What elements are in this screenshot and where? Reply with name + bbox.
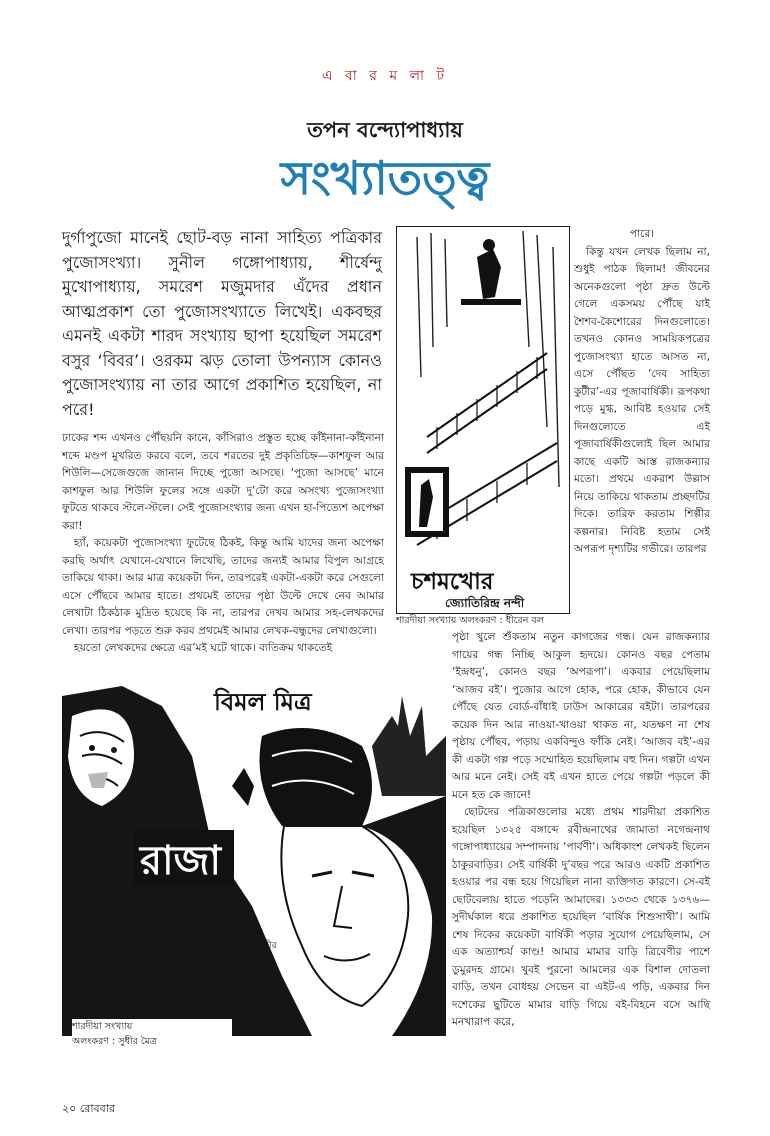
artist-signature: সুধীর — [258, 941, 277, 951]
story-title-bottom: রাজা — [140, 838, 221, 884]
caption-line: শারদীয়া সংখ্যায় — [72, 1021, 133, 1032]
bottom-right-column — [452, 629, 710, 1032]
paragraph: পারে। — [629, 228, 655, 240]
story-author-bottom: বিমল মিত্র — [214, 688, 312, 716]
staircase-illustration — [396, 226, 570, 614]
illustration-caption-top: শারদীয়া সংখ্যায় অলংকরণ : ধীরেন বল — [396, 615, 544, 626]
paragraph: ছোটদের পত্রিকাগুলোর মধ্যে প্রথম শারদীয়া প্রকাশিত হয়েছিল ১৩২৫ বঙ্গাব্দে রবীন্দ্রনাথের জামাতা নগেন্দ্রনাথ গঙ্গোপাধ্যায়ের সম্পাদনায় ‘পার্বণী’। অধিকাংশ লেখকই ছিলেন ঠাকুরবাড়ির। সেই বার্ষিকী দু’বছর পরে আরও একটি প্রকাশিত হওয়ার পর বন্ধ হয়ে গিয়েছিল নানা ব্যক্তিগত কারণে। সে-বই ছোটবেলায় হাতে পড়েনি আমাদের। ১৩৩৩ থেকে ১৩৭৬—সুদীর্ঘকাল ধরে প্রকাশিত হয়েছিল ‘বার্ষিক শিশুসাথী’। আমি শেষ দিকের কয়েকটা বার্ষিকী পড়ার সুযোগ পেয়েছিলাম, সে এক অত্যাশ্চর্য কাণ্ড! আমার মামার বাড়ি ত্রিবেণীর পাশে ডুমুরদহ গ্রামে। খুবই পুরনো আমলের এক বিশাল দোতলা বাড়ি, তখন বোধহয় সেভেন বা এইট-এ পড়ি, একবার দিন দশেকের ছুটিতে মামার বাড়ি গিয়ে বই-বিহনে বসে আছি মনখারাপ করে, — [452, 806, 710, 1028]
paragraph: কিন্তু যখন লেখক ছিলাম না, শুধুই পাঠক ছিলাম! জীবনের অনেকগুলো পৃষ্ঠা দ্রুত উল্টে গেলে একসময় পৌঁছে যাই শৈশব-কৈশোরের দিনগুলোতে। তখনও কোনও সাময়িকপত্রের পুজোসংখ্যা হাতে আসত না, এসে পৌঁছত ‘দেব সাহিত্য কুটীর’-এর পূজাবার্ষিকী। রূপকথা পড়ে মুগ্ধ, আবিষ্ট হওয়ার সেই দিনগুলোতে এই পূজাবার্ষিকীগুলোই ছিল আমার কাছে একটি আস্ত রাজকন্যার মতো। প্রথমে একরাশ উল্লাস নিয়ে তাকিয়ে থাকতাম প্রচ্ছদটির দিকে। তারিফ করতাম শিল্পীর কল্পনার। নিবিষ্ট হতাম সেই অপরূপ দৃশ্যটির গভীরে। তারপর — [574, 245, 710, 555]
story-author-top: জ্যোতিরিন্দ্র নন্দী — [445, 596, 525, 610]
section-tag: এ বা র ম লা ট — [321, 68, 449, 84]
left-column — [62, 430, 384, 658]
illustration-caption-bottom — [72, 1019, 232, 1049]
paragraph: হ্যাঁ, কয়েকটা পুজোসংখ্যা ফুটেছে ঠিকই, কিন্তু আমি যাদের জন্য অপেক্ষা করছি অর্থাৎ যেখানে-যেখানে লিখেছি, তাদের জন্যই আমার বিপুল আগ্রহে তাকিয়ে থাকা। আর মাত্র কয়েকটা দিন, তারপরেই একটা-একটা করে সেগুলো এসে পৌঁছবে আমার হাতে। প্রথমেই তাদের পৃষ্ঠা উল্টে দেখে নেব আমার লেখাটা ঠিকঠাক মুদ্রিত হয়েছে কি না, তারপর দেখব আমার সহ-লেখকদের লেখা। তারপর পড়তে শুরু করব প্রথমেই আমার লেখক-বন্ধুদের লেখাগুলো। — [62, 537, 384, 637]
author-name: তপন বন্দ্যোপাধ্যায় — [307, 117, 463, 142]
article-title: সংখ্যাতত্ত্ব — [280, 151, 490, 205]
paragraph: হয়তো লেখকদের ক্ষেত্রে এর’মই ঘটে থাকে। ব্যতিক্রম থাকতেই — [74, 642, 333, 654]
raja-illustration — [62, 676, 446, 1036]
story-title-top: চশমখোর — [411, 569, 494, 595]
paragraph: পৃষ্ঠা খুলে শুঁকতাম নতুন কাগজের গন্ধ। যেন রাজকন্যার গায়ের গন্ধ নিচ্ছি আকুল হৃদয়ে। কোনও বছর পেতাম ‘ইন্দ্রধনু’, কোনও বছর ‘অপরূপা’। একবার পেয়েছিলাম ‘আজব বই’। পুজোর আগে হোক, পরে হোক, কীভাবে যেন পৌঁছে যেত বোর্ড-বাঁধাই ঢাউস আকারের বইটা। তারপরের কয়েক দিন আর নাওয়া-খাওয়া থাকত না, যতক্ষণ না শেষ পৃষ্ঠায় পৌঁছব, পড়ায় একবিন্দুও ফাঁকি নেই। ‘আজব বই’-এর কী একটা গল্প পড়ে সম্মোহিত হয়েছিলাম বহু দিন। গল্পটা এখন আর মনে নেই। সেই বই এখন হাতে পেয়ে গল্পটা পড়লে কী মনে হত কে জানে! — [452, 631, 710, 801]
right-column — [574, 226, 710, 559]
page-footer: ২০ রোববার — [62, 1102, 115, 1115]
tiger-turban-drawing-icon — [62, 676, 446, 1036]
staircase-drawing-icon — [397, 227, 569, 613]
caption-line: অলংকরণ : সুধীর মৈত্র — [72, 1036, 157, 1047]
intro-paragraph: দুর্গাপুজো মানেই ছোট-বড় নানা সাহিত্য পত্রিকার পুজোসংখ্যা। সুনীল গঙ্গোপাধ্যায়, শীর্ষেন্দু মুখোপাধ্যায়, সমরেশ মজুমদার এঁদের প্রধান আত্মপ্রকাশ তো পুজোসংখ্যাতে লিখেই। একবছর এমনই একটা শারদ সংখ্যায় ছাপা হয়েছিল সমরেশ বসুর ‘বিবর’। ওরকম ঝড় তোলা উপন্যাস কোনও পুজোসংখ্যায় না তার আগে প্রকাশিত হয়েছিল, না পরে! — [62, 228, 382, 419]
paragraph: ঢাকের শব্দ এখনও পৌঁছয়নি কানে, কাঁসিরাও প্রস্তুত হচ্ছে কাঁইনানা-কাঁইনানা শব্দে মণ্ডপ মুখরিত করবে বলে, তবে শরতের দুই প্রকৃতিচিহ্ন—কাশফুল আর শিউলি—সেজেগুজে জানান দিচ্ছে পুজো আসছে। ‘পুজো আসছে’ মানে কাশফুল আর শিউলি ফুলের সঙ্গে একটা দু’টো করে অসংখ্য পুজোসংখ্যা ফুটতে থাকবে স্টলে-স্টলে। সেই পুজোসংখ্যার জন্য এখন হা-পিত্যেশ অপেক্ষা করা! — [62, 432, 384, 532]
